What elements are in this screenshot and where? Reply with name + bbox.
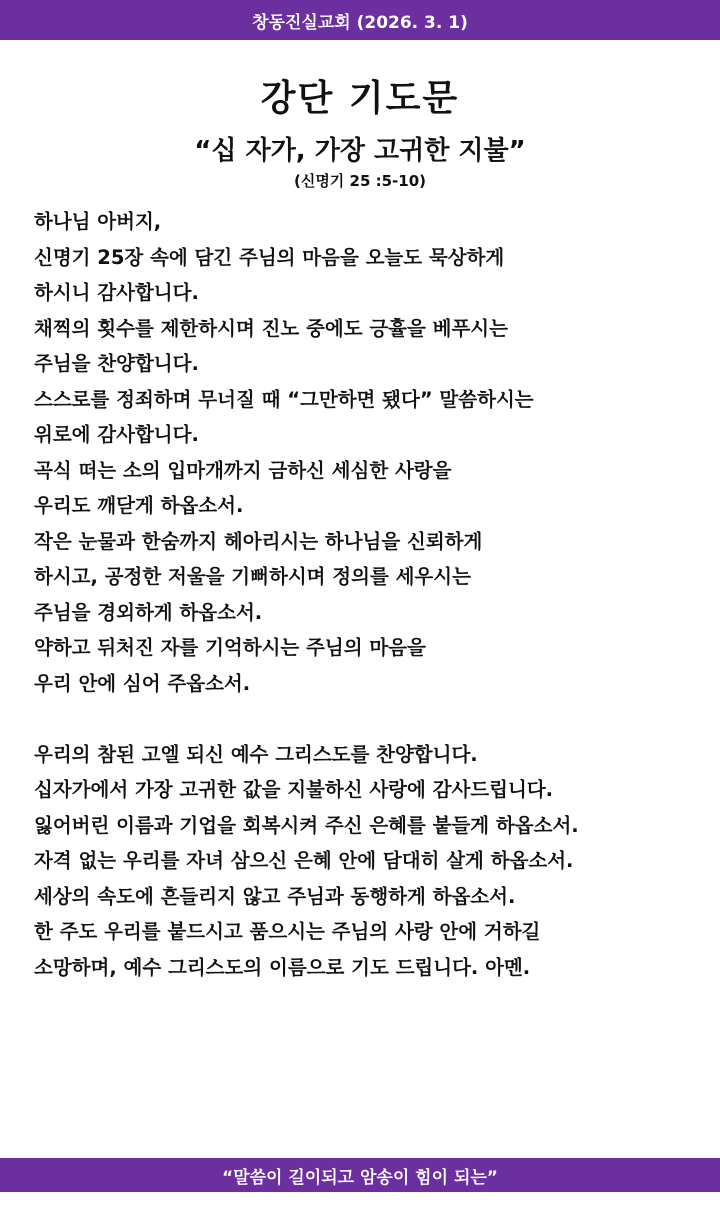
prayer-body [34,204,714,985]
prayer-line: 작은 눈물과 한숨까지 헤아리시는 하나님을 신뢰하게 [34,529,483,553]
prayer-line: 잃어버린 이름과 기업을 회복시켜 주신 은혜를 붙들게 하옵소서. [34,813,579,837]
page-title: 강단 기도문 [260,78,460,119]
prayer-line: 스스로를 정죄하며 무너질 때 “그만하면 됐다” 말씀하시는 [34,387,534,411]
prayer-line: 약하고 뒤처진 자를 기억하시는 주님의 마음을 [34,636,426,659]
prayer-line: 하나님 아버지, [34,210,162,233]
prayer-line: 위로에 감사합니다. [34,423,199,446]
prayer-line: 십자가에서 가장 고귀한 값을 지불하신 사랑에 감사드립니다. [34,778,554,801]
header-band [0,0,720,40]
prayer-line: 세상의 속도에 흔들리지 않고 주님과 동행하게 하옵소서. [34,884,516,908]
prayer-line: 우리 안에 심어 주옵소서. [34,671,251,695]
footer-motto: “말씀이 길이되고 암송이 힘이 되는” [222,1167,498,1188]
church-name-date: 창동진실교회 (2026. 3. 1) [252,12,468,33]
prayer-line: 우리도 깨닫게 하옵소서. [34,494,244,517]
scripture-reference: (신명기 25 :5-10) [293,172,427,190]
prayer-line: 채찍의 횟수를 제한하시며 진노 중에도 긍휼을 베푸시는 [34,316,508,340]
prayer-line: 신명기 25장 속에 담긴 주님의 마음을 오늘도 묵상하게 [34,245,505,269]
prayer-line: 곡식 떠는 소의 입마개까지 금하신 세심한 사랑을 [34,458,452,482]
prayer-line: 자격 없는 우리를 자녀 삼으신 은혜 안에 담대히 살게 하옵소서. [34,849,574,872]
prayer-line: 하시고, 공정한 저울을 기뻐하시며 정의를 세우시는 [34,565,471,588]
prayer-line: 한 주도 우리를 붙드시고 품으시는 주님의 사랑 안에 거하길 [34,920,541,943]
sermon-subtitle: “십 자가, 가장 고귀한 지불” [194,136,526,166]
footer-band [0,1158,720,1192]
paragraph-gap [34,701,714,737]
prayer-line: 주님을 경외하게 하옵소서. [34,600,263,624]
prayer-line: 하시니 감사합니다. [34,281,199,304]
prayer-line: 우리의 참된 고엘 되신 예수 그리스도를 찬양합니다. [34,742,478,766]
prayer-line: 소망하며, 예수 그리스도의 이름으로 기도 드립니다. 아멘. [34,955,531,979]
prayer-line: 주님을 찬양합니다. [34,352,199,375]
